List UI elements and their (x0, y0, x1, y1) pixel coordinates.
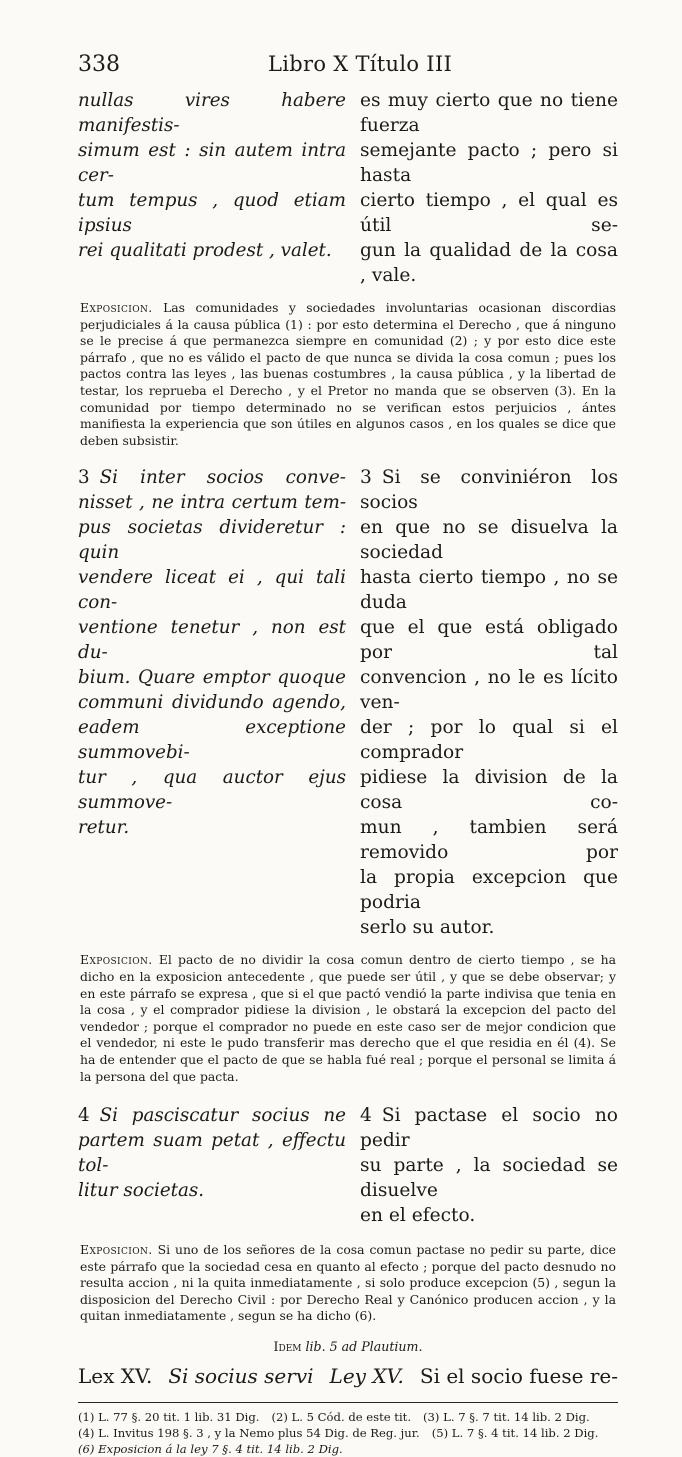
footnote: (3) L. 7 §. 7 tit. 14 lib. 2 Dig. (423, 1410, 590, 1425)
latin-line: tum tempus , quod etiam ipsius (78, 190, 346, 236)
exposicion-paragraph (78, 1242, 618, 1325)
exposicion-text: Si uno de los señores de la cosa comun pactase no pedir su parte, dice este párrafo que la sociedad cesa en quanto al efecto ; porque del pacto desnudo no resulta accion , ni la quita inmediatamente , si solo produce excepcion (5) , segun la disposicion del Derecho Civil : por Derecho Real y Canónico producen accion , y la quitan inmediatamente , segun se ha dicho (6). (80, 1242, 616, 1324)
latin-line: nullas vires habere manifestis- (78, 90, 346, 136)
exposicion-paragraph (78, 952, 618, 1085)
exposicion-label: Exposicion. (80, 1242, 153, 1258)
spanish-line: en el efecto. (360, 1205, 476, 1227)
section-1 (78, 88, 618, 288)
book-page (78, 52, 618, 1457)
latin-column (78, 88, 346, 288)
source-attribution (78, 1339, 618, 1354)
latin-line: tur , qua auctor ejus summove- (78, 767, 346, 814)
spanish-line: es muy cierto que no tiene fuerza (360, 90, 618, 136)
paragraph-number: 3 (360, 467, 372, 489)
spanish-line: la propia excepcion que podria (360, 867, 618, 914)
latin-line: bium. Quare emptor quoque (78, 667, 346, 689)
footnote: (2) L. 5 Cód. de este tit. (271, 1410, 412, 1425)
latin-column (78, 1103, 346, 1228)
spanish-law-start: Si el socio fuese re- (419, 1364, 618, 1389)
spanish-line: que el que está obligado por tal (360, 617, 618, 664)
latin-line: pus societas divideretur : quin (78, 517, 346, 564)
latin-line: partem suam petat , effectu tol- (78, 1130, 346, 1177)
page-header (78, 52, 618, 86)
footnotes (78, 1409, 618, 1457)
lex-number: Lex XV. (78, 1364, 153, 1389)
latin-line: ventione tenetur , non est du- (78, 617, 346, 664)
footnote-row (78, 1409, 618, 1425)
spanish-line: serlo su autor. (360, 917, 495, 939)
spanish-line: Si pactase el socio no pedir (360, 1105, 618, 1152)
exposicion-paragraph (78, 300, 618, 449)
spanish-line: semejante pacto ; pero si hasta (360, 140, 618, 186)
section-4 (78, 1103, 618, 1228)
latin-line: Si inter socios conve- (99, 467, 346, 489)
spanish-line: der ; por lo qual si el comprador (360, 717, 618, 764)
spanish-line: mun , tambien será removido por (360, 817, 618, 864)
footnote-row (78, 1441, 618, 1457)
latin-line: communi dividundo agendo, (78, 692, 346, 714)
attribution-name: Idem (273, 1339, 302, 1355)
footnote: (5) L. 7 §. 4 tit. 14 lib. 2 Dig. (431, 1426, 599, 1441)
spanish-column (360, 1103, 618, 1228)
footnote: (6) Exposicion á la ley 7 §. 4 tit. 14 lib. 2 Dig. (78, 1442, 343, 1457)
section-3 (78, 465, 618, 940)
latin-line: simum est : sin autem intra cer- (78, 140, 346, 186)
latin-line: vendere liceat ei , qui tali con- (78, 567, 346, 614)
spanish-line: pidiese la division de la cosa co- (360, 767, 618, 814)
exposicion-text: Las comunidades y sociedades involuntarias ocasionan discordias perjudiciales á la causa pública (1) : por esto determina el Derecho , que á ninguno se le precise á que permanezca siempre en comunidad (2) ; y por esto dice este párrafo , que no es válido el pacto de que nunca se divida la cosa comun ; pues los pactos contra las leyes , las buenas costumbres , la causa pública , y la libertad de testar, los reprueba el Derecho , y el Pretor no manda que se observen (3). En la comunidad por tiempo determinado no se verifican estos perjuicios , ántes manifiesta la experiencia que son útiles en algunos casos , en los quales se dice que deben subsistir. (80, 300, 616, 448)
latin-line: Si pasciscatur socius ne (99, 1105, 346, 1127)
paragraph-number: 4 (360, 1105, 372, 1127)
footnote: (1) L. 77 §. 20 tit. 1 lib. 31 Dig. (78, 1410, 260, 1425)
spanish-column (360, 88, 618, 288)
spanish-column (360, 465, 618, 940)
spanish-line: Si se conviniéron los socios (360, 467, 618, 514)
spanish-line: convencion , no le es lícito ven- (360, 667, 618, 714)
attribution-source: lib. 5 ad Plautium. (305, 1339, 423, 1355)
spanish-line: hasta cierto tiempo , no se duda (360, 567, 618, 614)
footnote-divider (78, 1402, 618, 1403)
spanish-line: gun la qualidad de la cosa , vale. (360, 240, 618, 286)
spanish-line: su parte , la sociedad se disuelve (360, 1155, 618, 1202)
latin-line: eadem exceptione summovebi- (78, 717, 346, 764)
spanish-line: cierto tiempo , el qual es útil se- (360, 190, 618, 236)
page-number: 338 (78, 52, 120, 77)
paragraph-number: 4 (78, 1105, 90, 1127)
exposicion-label: Exposicion. (80, 952, 153, 968)
footnote: (4) L. Invitus 198 §. 3 , y la Nemo plus 54 Dig. de Reg. jur. (78, 1426, 420, 1441)
exposicion-label: Exposicion. (80, 300, 153, 315)
next-law-heading (78, 1364, 618, 1388)
latin-law-start: Si socius servi (168, 1364, 314, 1389)
footnote-row (78, 1425, 618, 1441)
latin-line: retur. (78, 817, 130, 839)
spanish-line: en que no se disuelva la sociedad (360, 517, 618, 564)
latin-line: rei qualitati prodest , valet. (78, 240, 332, 261)
exposicion-text: El pacto de no dividir la cosa comun dentro de cierto tiempo , se ha dicho en la exposicion antecedente , que puede ser útil , y que se debe observar; y en este párrafo se expresa , que si el que pactó vendió la parte indivisa que tenia en la cosa , y el comprador pidiese la division , le obstará la excepcion del pacto del vendedor ; porque el comprador no puede en este caso ser de mejor condicion que el vendedor, ni este le pudo transferir mas derecho que el que residia en él (4). Se ha de entender que el pacto de que se habla fué real ; porque el personal se limita á la persona del que pacta. (80, 952, 616, 1084)
latin-line: nisset , ne intra certum tem- (78, 492, 346, 514)
latin-column (78, 465, 346, 940)
latin-line: litur societas. (78, 1180, 205, 1202)
ley-number: Ley XV. (329, 1364, 404, 1389)
paragraph-number: 3 (78, 467, 90, 489)
running-title: Libro X Título III (268, 52, 453, 76)
